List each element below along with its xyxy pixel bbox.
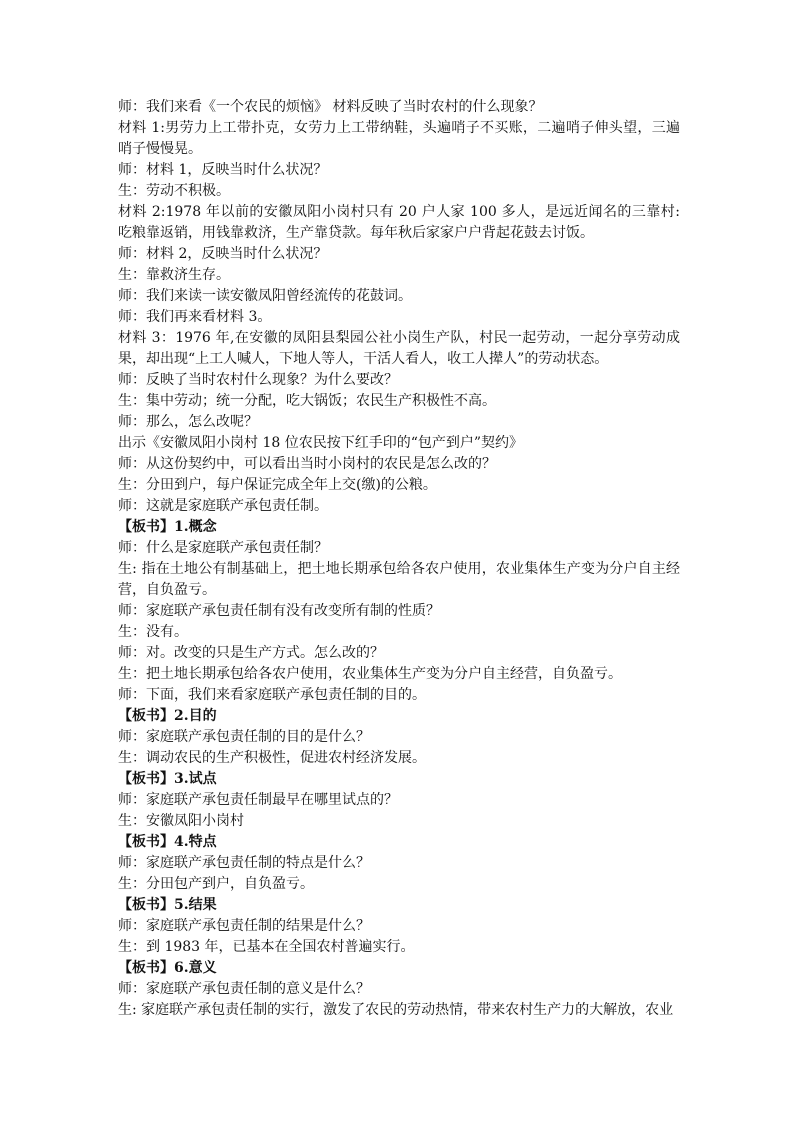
text-line: 生：安徽凤阳小岗村 [118, 813, 244, 829]
text-line: 生：集中劳动；统一分配，吃大锅饭；农民生产积极性不高。 [118, 393, 496, 409]
text-line: 生: 家庭联产承包责任制的实行，激发了农民的劳动热情，带来农村生产力的大解放，农业 [118, 1002, 674, 1018]
text-line: 师：下面，我们来看家庭联产承包责任制的目的。 [118, 687, 426, 703]
text-line: 生：没有。 [118, 624, 188, 640]
text-line: 师：这就是家庭联产承包责任制。 [118, 498, 328, 514]
text-line: 师：从这份契约中，可以看出当时小岗村的农民是怎么改的？ [118, 456, 496, 472]
text-line: 师：家庭联产承包责任制的意义是什么？ [118, 981, 370, 997]
text-line: 师：对。改变的只是生产方式。怎么改的？ [118, 645, 384, 661]
section-heading: 【板书】1.概念 [118, 519, 217, 535]
text-line: 师：我们来读一读安徽凤阳曾经流传的花鼓词。 [118, 288, 412, 304]
text-line: 出示《安徽凤阳小岗村 18 位农民按下红手印的“包产到户”契约》 [118, 435, 524, 451]
text-line: 生：分田到户，每户保证完成全年上交(缴)的公粮。 [118, 477, 437, 493]
section-heading: 【板书】4.特点 [118, 834, 217, 850]
text-line: 生：分田包产到户，自负盈亏。 [118, 876, 314, 892]
text-line: 师：我们来看《一个农民的烦恼》 材料反映了当时农村的什么现象？ [118, 99, 543, 115]
text-line: 师：反映了当时农村什么现象？为什么要改？ [118, 372, 398, 388]
text-line: 师：家庭联产承包责任制的目的是什么？ [118, 729, 370, 745]
text-line: 生：劳动不积极。 [118, 183, 230, 199]
text-line: 生: 指在土地公有制基础上，把土地长期承包给各农户使用，农业集体生产变为分户自主经营，自负盈亏。 [118, 561, 680, 598]
text-line: 生：调动农民的生产积极性，促进农村经济发展。 [118, 750, 426, 766]
text-line: 材料 2:1978 年以前的安徽凤阳小岗村只有 20 户人家 100 多人，是远近闻名的三靠村: 吃粮靠返销，用钱靠救济，生产靠贷款。每年秋后家家户户背起花鼓去讨饭。 [118, 204, 680, 241]
text-line: 师：那么，怎么改呢？ [118, 414, 258, 430]
text-line: 材料 1:男劳力上工带扑克，女劳力上工带纳鞋，头遍哨子不买账，二遍哨子伸头望，三遍哨子慢慢晃。 [118, 120, 680, 157]
text-line: 生：到 1983 年，已基本在全国农村普遍实行。 [118, 939, 415, 955]
text-line: 师：家庭联产承包责任制最早在哪里试点的？ [118, 792, 398, 808]
section-heading: 【板书】5.结果 [118, 897, 217, 913]
section-heading: 【板书】3.试点 [118, 771, 217, 787]
text-line: 生：把土地长期承包给各农户使用，农业集体生产变为分户自主经营，自负盈亏。 [118, 666, 622, 682]
text-line: 生：靠救济生存。 [118, 267, 230, 283]
text-line: 材料 3：1976 年,在安徽的凤阳县梨园公社小岗生产队，村民一起劳动，一起分享劳动成果，却出现“上工人喊人，下地人等人，干活人看人，收工人撵人”的劳动状态。 [118, 330, 680, 367]
text-line: 师：材料 2，反映当时什么状况？ [118, 246, 328, 262]
document-body [118, 97, 680, 1021]
text-line: 师：我们再来看材料 3。 [118, 309, 272, 325]
text-line: 师：材料 1，反映当时什么状况？ [118, 162, 328, 178]
text-line: 师：什么是家庭联产承包责任制？ [118, 540, 328, 556]
section-heading: 【板书】6.意义 [118, 960, 217, 976]
section-heading: 【板书】2.目的 [118, 708, 217, 724]
text-line: 师：家庭联产承包责任制的结果是什么？ [118, 918, 370, 934]
text-line: 师：家庭联产承包责任制有没有改变所有制的性质？ [118, 603, 440, 619]
text-line: 师：家庭联产承包责任制的特点是什么？ [118, 855, 370, 871]
